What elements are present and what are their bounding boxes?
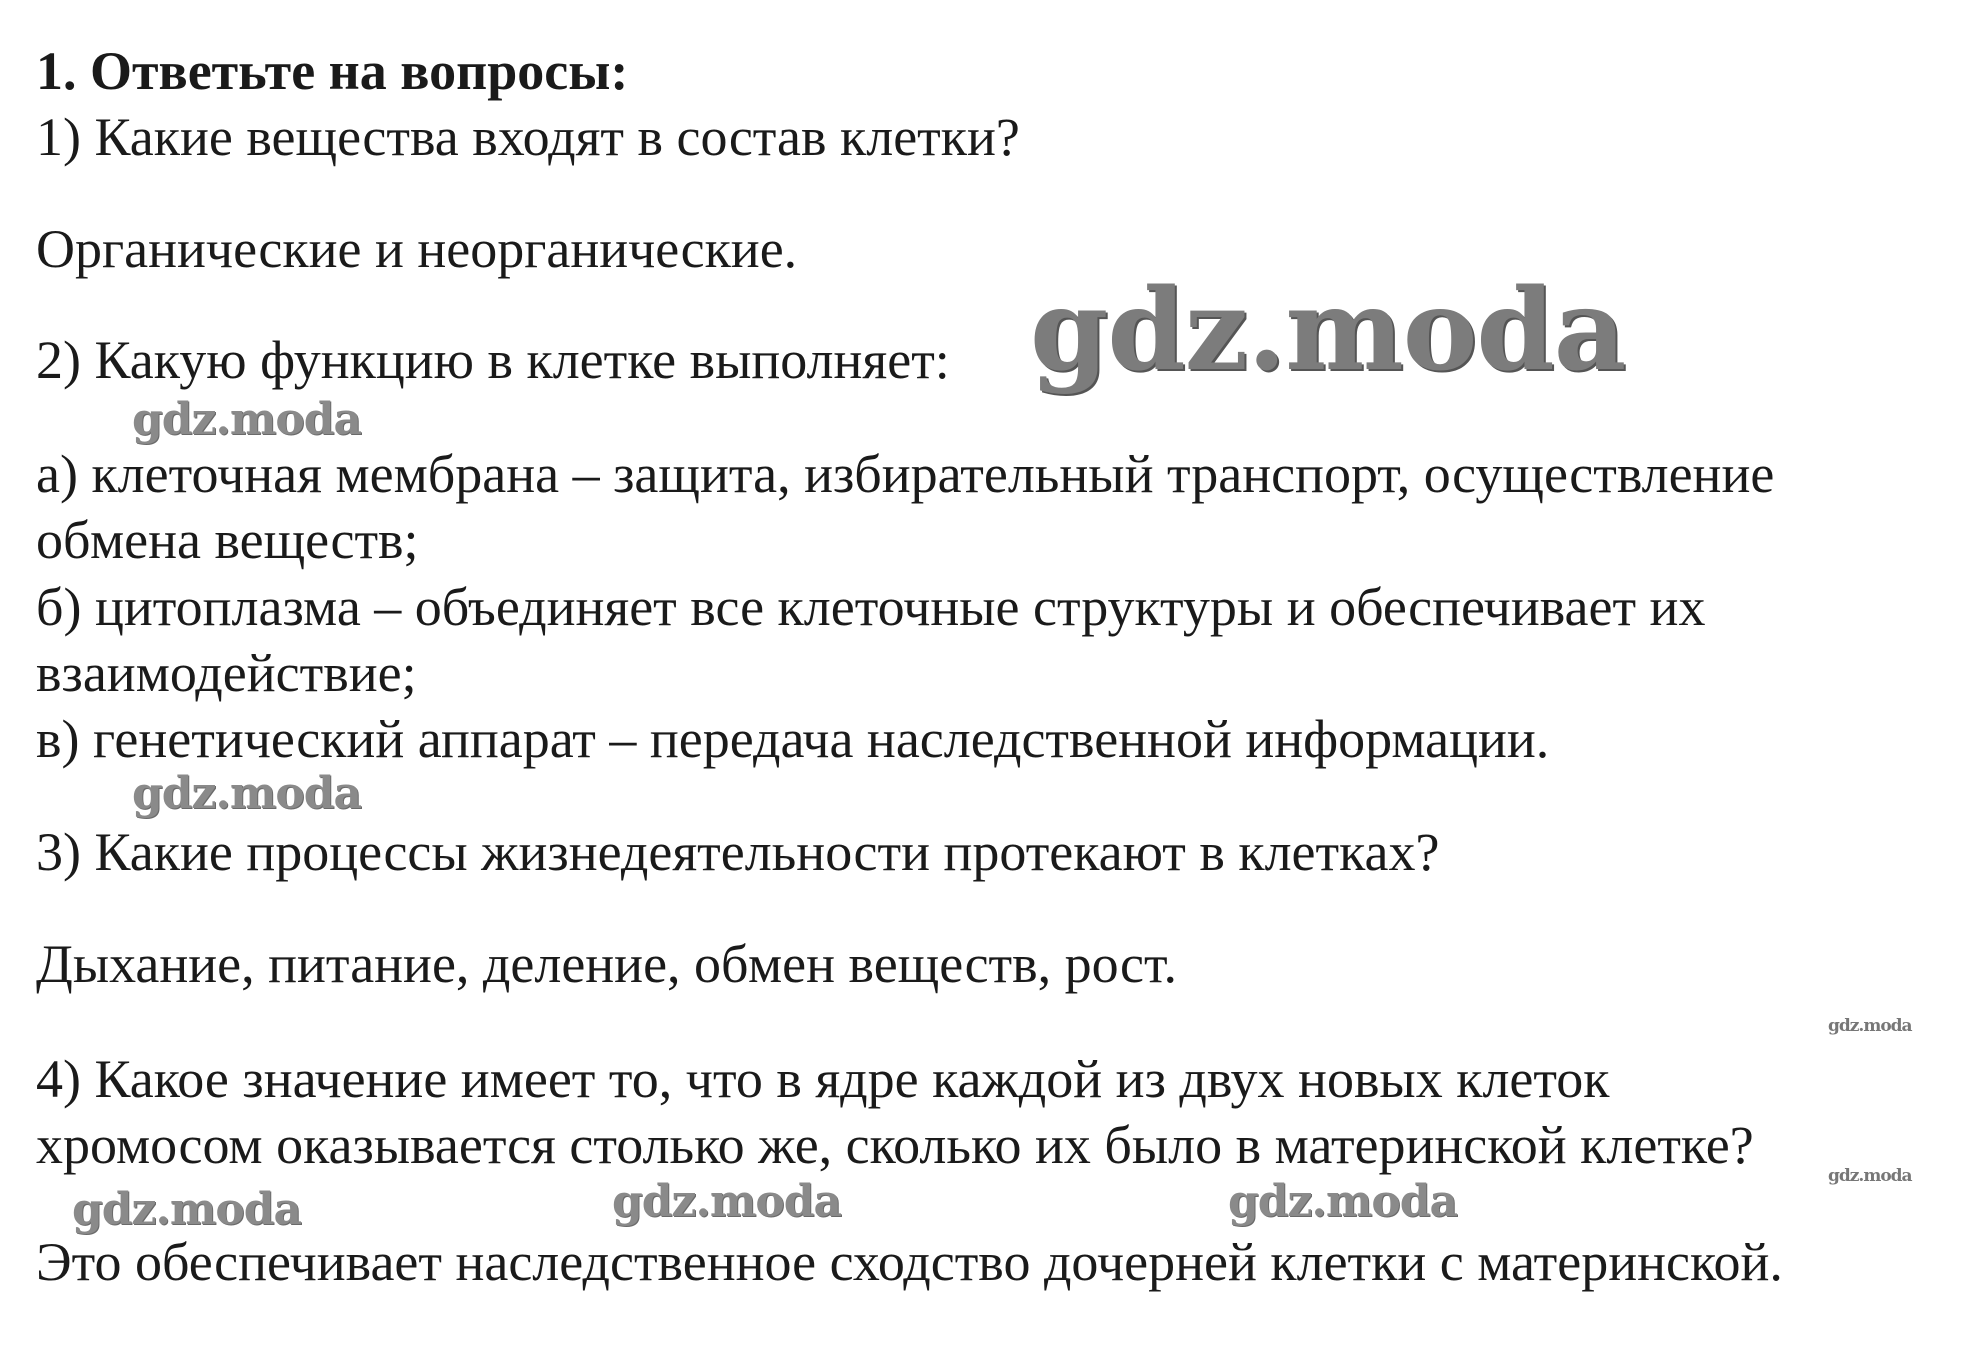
answer-2a-line-2: обмена веществ; — [36, 510, 419, 570]
question-3: 3) Какие процессы жизнедеятельности протекают в клетках? — [36, 822, 1440, 882]
answer-2c: в) генетический аппарат – передача наследственной информации. — [36, 709, 1550, 769]
watermark: gdz.moda — [612, 1176, 842, 1227]
watermark-small: gdz.moda — [1828, 1166, 1912, 1186]
watermark: gdz.moda — [1228, 1176, 1458, 1227]
task-heading: 1. Ответьте на вопросы: — [36, 41, 629, 101]
watermark-small: gdz.moda — [1828, 1016, 1912, 1036]
answer-4: Это обеспечивает наследственное сходство дочерней клетки с материнской. — [36, 1232, 1783, 1292]
question-4-line-1: 4) Какое значение имеет то, что в ядре каждой из двух новых клеток — [36, 1049, 1610, 1109]
answer-2a-line-1: а) клеточная мембрана – защита, избирательный транспорт, осуществление — [36, 444, 1775, 504]
answer-2b-line-2: взаимодействие; — [36, 643, 417, 703]
answer-2b-line-1: б) цитоплазма – объединяет все клеточные структуры и обеспечивает их — [36, 577, 1706, 637]
watermark: gdz.moda — [72, 1184, 302, 1235]
watermark-large: gdz.moda — [1030, 265, 1626, 396]
question-4-line-2: хромосом оказывается столько же, сколько их было в материнской клетке? — [36, 1115, 1754, 1175]
answer-1: Органические и неорганические. — [36, 219, 798, 279]
watermark: gdz.moda — [132, 394, 362, 445]
question-1: 1) Какие вещества входят в состав клетки? — [36, 107, 1020, 167]
question-2: 2) Какую функцию в клетке выполняет: — [36, 330, 950, 390]
answer-3: Дыхание, питание, деление, обмен веществ, рост. — [36, 934, 1177, 994]
watermark: gdz.moda — [132, 768, 362, 819]
